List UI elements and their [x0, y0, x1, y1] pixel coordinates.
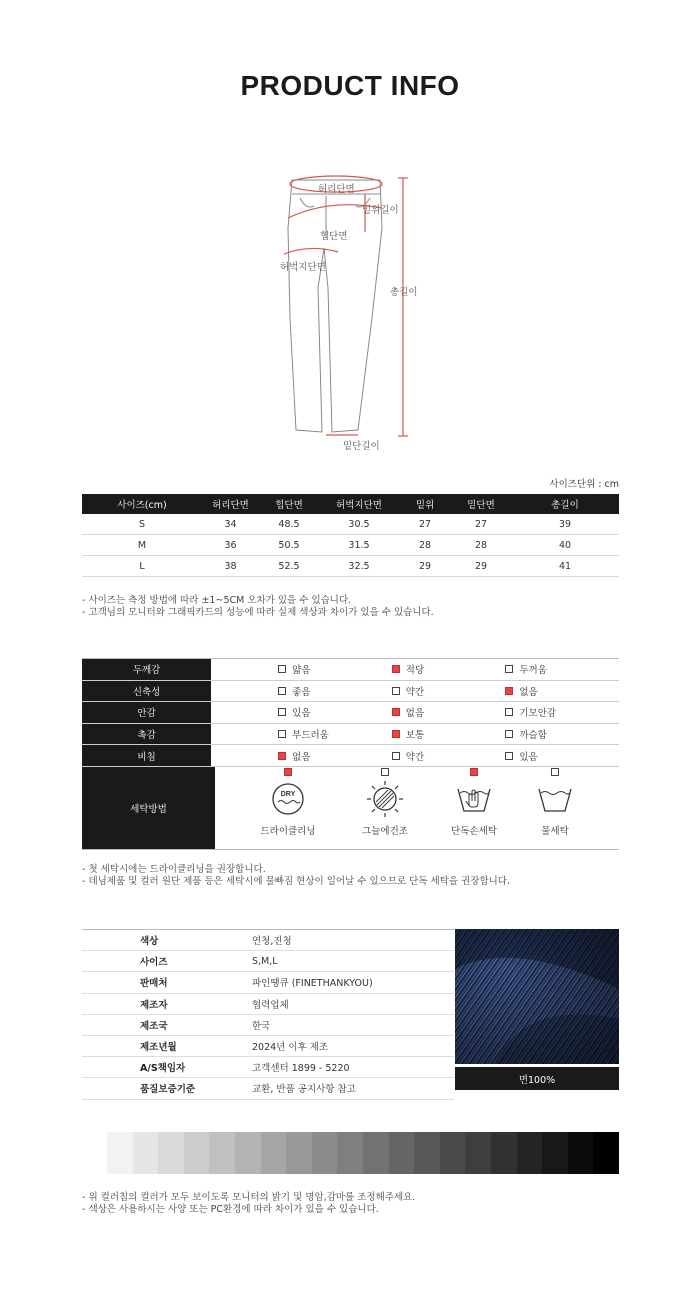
gray-chip [107, 1132, 133, 1174]
gray-scale-chips [107, 1132, 619, 1174]
feel-option: 두꺼움 [505, 659, 619, 680]
note-line: - 첫 세탁시에는 드라이클리닝을 권장합니다. [82, 864, 266, 875]
checkbox-checked-icon [278, 752, 286, 760]
dry-clean-icon [270, 781, 306, 817]
dry-icon-text: DRY [280, 791, 296, 798]
checkbox-checked-icon [392, 708, 400, 716]
checkbox-checked-icon [392, 665, 400, 673]
info-value: S,M,L [252, 951, 454, 972]
size-cell: 36 [202, 535, 259, 556]
note-line: - 위 컬러칩의 컬러가 모두 보이도록 모니터의 밝기 및 명암,감마를 조정해주세요. [82, 1192, 416, 1203]
wash-item-water-wash [517, 768, 593, 837]
size-table [82, 494, 619, 577]
feel-label: 비침 [82, 745, 211, 766]
header-cell: 사이즈(cm) [82, 494, 202, 514]
gray-chip [235, 1132, 261, 1174]
wash-notes [82, 864, 510, 888]
size-cell: 50.5 [259, 535, 319, 556]
checkbox-icon [278, 730, 286, 738]
table-row [82, 1078, 454, 1099]
checkbox-icon [505, 708, 513, 716]
gray-chip [465, 1132, 491, 1174]
size-cell: S [82, 514, 202, 535]
header-cell: 총길이 [511, 494, 619, 514]
info-value: 한국 [252, 1014, 454, 1035]
gray-chip [440, 1132, 466, 1174]
gray-chip [337, 1132, 363, 1174]
gray-chip [209, 1132, 235, 1174]
feel-label: 안감 [82, 702, 211, 723]
size-cell: 29 [451, 556, 511, 577]
table-row [82, 1057, 454, 1078]
feel-option: 적당 [392, 659, 506, 680]
size-cell: 27 [451, 514, 511, 535]
note-line: - 색상은 사용하시는 사양 또는 PC환경에 따라 차이가 있을 수 있습니다. [82, 1204, 379, 1215]
size-cell: 28 [451, 535, 511, 556]
size-cell: 29 [399, 556, 451, 577]
gray-chip [158, 1132, 184, 1174]
table-row [82, 535, 619, 556]
size-cell: 39 [511, 514, 619, 535]
gray-chip [389, 1132, 415, 1174]
size-table-header [82, 494, 619, 514]
gray-chip [312, 1132, 338, 1174]
gray-chip [542, 1132, 568, 1174]
shade-dry-icon [365, 779, 405, 819]
info-value: 협력업체 [252, 993, 454, 1014]
size-cell: 31.5 [319, 535, 399, 556]
hip-label: 힙단면 [320, 231, 348, 242]
hand-wash-icon [454, 781, 494, 817]
wash-item-label: 단독손세탁 [451, 826, 497, 837]
checkbox-icon [505, 665, 513, 673]
note-line: - 사이즈는 측정 방법에 따라 ±1~5CM 오차가 있을 수 있습니다. [82, 595, 352, 606]
size-cell: 48.5 [259, 514, 319, 535]
gray-chip [593, 1132, 619, 1174]
gray-chip [517, 1132, 543, 1174]
size-cell: 41 [511, 556, 619, 577]
wash-item-shade-dry [347, 768, 423, 837]
size-cell: L [82, 556, 202, 577]
info-value: 2024년 이후 제조 [252, 1035, 454, 1056]
size-cell: 27 [399, 514, 451, 535]
checkbox-icon [278, 665, 286, 673]
gray-chip [133, 1132, 159, 1174]
info-key: 제조자 [82, 993, 252, 1014]
wash-item-label: 그늘에건조 [362, 826, 408, 837]
checkbox-icon [278, 708, 286, 716]
pants-measurement-diagram [270, 168, 430, 458]
feel-option: 약간 [392, 681, 506, 702]
feel-row-thickness [82, 659, 619, 681]
feel-option: 없음 [505, 681, 619, 702]
feel-label: 두께감 [82, 659, 211, 680]
feel-row-touch [82, 724, 619, 746]
feel-option: 기모안감 [505, 702, 619, 723]
feel-option: 없음 [278, 745, 392, 766]
size-cell: 28 [399, 535, 451, 556]
wash-item-label: 물세탁 [541, 826, 569, 837]
gray-chip [568, 1132, 594, 1174]
checkbox-icon [505, 752, 513, 760]
info-value: 파인땡큐 (FINETHANKYOU) [252, 972, 454, 993]
wash-item-dry-clean [250, 768, 326, 837]
info-key: A/S책임자 [82, 1057, 252, 1078]
info-value: 연청,진청 [252, 930, 454, 951]
feel-option: 보통 [392, 724, 506, 745]
header-cell: 밑단면 [451, 494, 511, 514]
feel-option: 있음 [278, 702, 392, 723]
fabric-composition: 면100% [455, 1067, 619, 1090]
header-cell: 밑위 [399, 494, 451, 514]
hem-label: 밑단길이 [343, 441, 380, 452]
size-cell: M [82, 535, 202, 556]
header-cell: 허벅지단면 [319, 494, 399, 514]
table-row [82, 1014, 454, 1035]
header-cell: 힙단면 [259, 494, 319, 514]
table-row [82, 951, 454, 972]
header-cell: 허리단면 [202, 494, 259, 514]
info-key: 색상 [82, 930, 252, 951]
feel-label: 촉감 [82, 724, 211, 745]
checkbox-checked-icon [470, 768, 478, 776]
gray-chip [261, 1132, 287, 1174]
size-cell: 40 [511, 535, 619, 556]
page-title: PRODUCT INFO [240, 70, 460, 101]
table-row [82, 930, 454, 951]
gray-chip [414, 1132, 440, 1174]
gray-chip [363, 1132, 389, 1174]
feel-option: 없음 [392, 702, 506, 723]
size-cell: 52.5 [259, 556, 319, 577]
info-key: 제조년월 [82, 1035, 252, 1056]
note-line: - 고객님의 모니터와 그래픽카드의 성능에 따라 실제 색상과 차이가 있을 수 있습니다. [82, 607, 434, 618]
checkbox-icon [381, 768, 389, 776]
note-line: - 데님제품 및 컬러 원단 제품 등은 세탁시에 물빠짐 현상이 일어날 수 있으므로 단독 세탁을 권장합니다. [82, 876, 511, 887]
feel-label: 신축성 [82, 681, 211, 702]
waist-label: 허리단면 [318, 184, 355, 195]
feel-row-lining [82, 702, 619, 724]
denim-texture-image [455, 929, 619, 1064]
size-cell: 32.5 [319, 556, 399, 577]
size-cell: 38 [202, 556, 259, 577]
thigh-label: 허벅지단면 [280, 262, 326, 273]
info-key: 품질보증기준 [82, 1078, 252, 1099]
feel-option: 얇음 [278, 659, 392, 680]
water-wash-icon [535, 781, 575, 817]
checkbox-checked-icon [284, 768, 292, 776]
feel-option: 좋음 [278, 681, 392, 702]
feel-row-stretch [82, 681, 619, 703]
info-key: 판매처 [82, 972, 252, 993]
checkbox-icon [392, 687, 400, 695]
info-key: 제조국 [82, 1014, 252, 1035]
feel-option: 약간 [392, 745, 506, 766]
info-value: 교환, 반품 공지사항 참고 [252, 1078, 454, 1099]
gray-chip [491, 1132, 517, 1174]
rise-label: 밑위길이 [362, 205, 399, 216]
checkbox-icon [551, 768, 559, 776]
size-unit: 사이즈단위 : cm [549, 479, 619, 490]
feel-option: 부드러움 [278, 724, 392, 745]
wash-label: 세탁방법 [82, 767, 215, 849]
checkbox-icon [505, 730, 513, 738]
feel-option: 있음 [505, 745, 619, 766]
wash-item-hand-wash [436, 768, 512, 837]
denim-fabric-swatch [455, 929, 619, 1064]
feel-row-sheerness [82, 745, 619, 767]
table-row [82, 556, 619, 577]
feel-option: 까슬함 [505, 724, 619, 745]
product-info-table [82, 929, 454, 1100]
checkbox-checked-icon [392, 730, 400, 738]
table-row [82, 993, 454, 1014]
monitor-notes [82, 1192, 415, 1216]
table-row [82, 514, 619, 535]
gray-chip [184, 1132, 210, 1174]
info-key: 사이즈 [82, 951, 252, 972]
info-value: 고객센터 1899 - 5220 [252, 1057, 454, 1078]
total-length-label: 총길이 [390, 287, 418, 298]
size-cell: 30.5 [319, 514, 399, 535]
gray-chip [286, 1132, 312, 1174]
size-notes [82, 595, 434, 619]
table-row [82, 1035, 454, 1056]
size-cell: 34 [202, 514, 259, 535]
checkbox-icon [392, 752, 400, 760]
pants-outline-icon [270, 168, 430, 458]
table-row [82, 972, 454, 993]
wash-item-label: 드라이클리닝 [260, 826, 316, 837]
checkbox-icon [278, 687, 286, 695]
checkbox-checked-icon [505, 687, 513, 695]
